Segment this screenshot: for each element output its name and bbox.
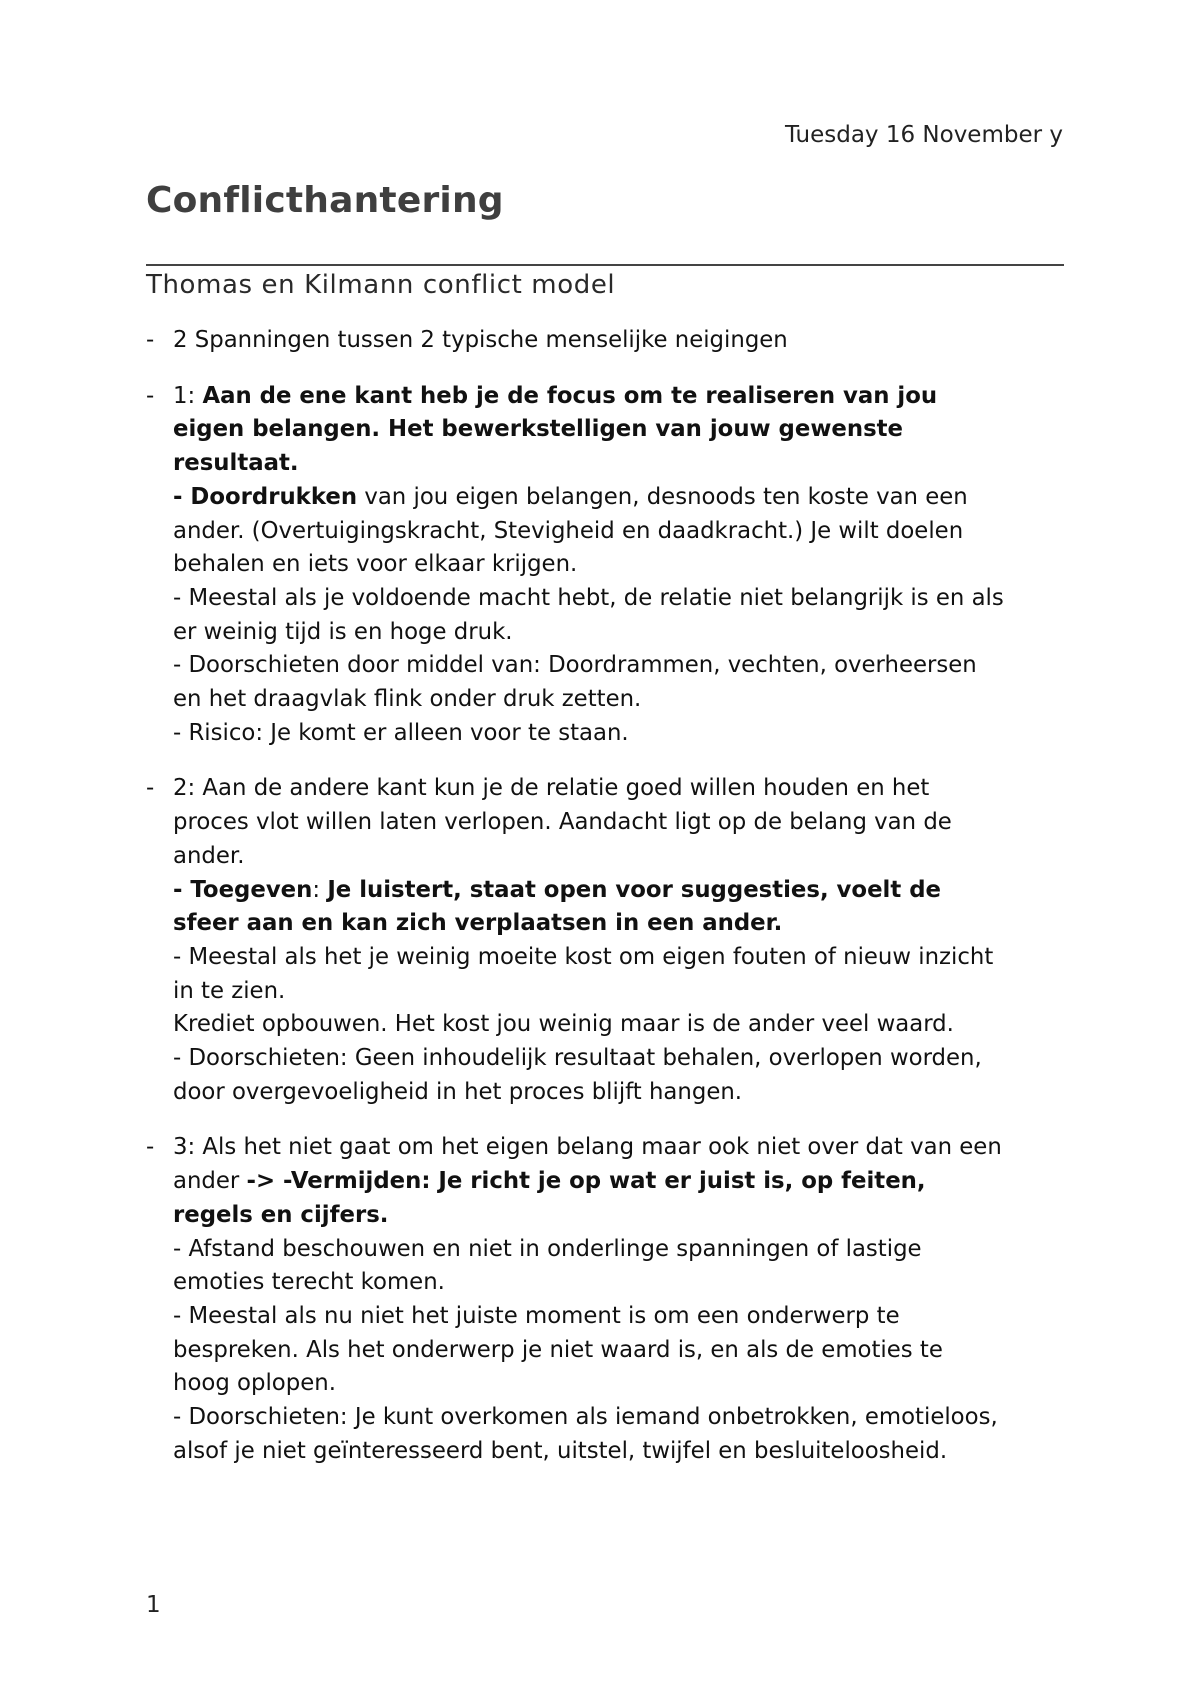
bullet-dash: - [146,775,155,802]
text-line: - Doorschieten: Je kunt overkomen als iemand onbetrokken, emotieloos, [173,1404,998,1431]
bold-text: regels en cijfers. [173,1201,389,1228]
plain-text: : [312,876,328,903]
text-line: bespreken. Als het onderwerp je niet waard is, en als de emoties te [173,1336,943,1363]
bullet-dash: - [146,1134,155,1161]
text-line: 2: Aan de andere kant kun je de relatie goed willen houden en het [173,775,930,802]
text-line [173,447,1068,481]
text-line [173,1165,1068,1199]
text-line [173,907,1068,941]
page-number: 1 [146,1592,161,1618]
text-line [173,1199,1068,1233]
list-item [146,1131,1068,1468]
text-line: - Meestal als je voldoende macht hebt, de relatie niet belangrijk is en als [173,584,1004,611]
bold-text: eigen belangen. Het bewerkstelligen van jouw gewenste [173,416,904,443]
text-line: ander. [173,842,245,869]
text-line [173,481,1068,515]
text-line: behalen en iets voor elkaar krijgen. [173,551,578,578]
text-line: en het draagvlak flink onder druk zetten. [173,686,642,713]
bold-text: - Toegeven [173,876,313,903]
bullet-dash: - [146,327,155,353]
text-line: hoog oplopen. [173,1370,336,1397]
bold-text: sfeer aan en kan zich verplaatsen in een ander. [173,910,783,937]
bold-text: Aan de ene kant heb je de focus om te realiseren van jou [202,382,938,409]
plain-text: van jou eigen belangen, desnoods ten koste van een [357,483,968,510]
title-divider [146,264,1064,266]
text-line: - Risico: Je komt er alleen voor te staan. [173,719,629,746]
section-heading: Thomas en Kilmann conflict model [146,270,616,300]
text-line: ander. (Overtuigingskracht, Stevigheid en daadkracht.) Je wilt doelen [173,517,964,544]
bold-text: - Doordrukken [173,483,358,510]
text-line: - Doorschieten door middel van: Doordrammen, vechten, overheersen [173,652,977,679]
document-title: Conflicthantering [146,180,504,221]
list-item [146,380,1068,751]
bullet-dash: - [146,382,155,409]
list-item [146,772,1068,1109]
bold-text: -> -Vermijden: Je richt je op wat er juist is, op feiten, [246,1168,926,1195]
text-line [173,413,1068,447]
text-line: - Afstand beschouwen en niet in onderlinge spanningen of lastige [173,1235,922,1262]
plain-text: ander [173,1168,247,1195]
text-line: proces vlot willen laten verlopen. Aandacht ligt op de belang van de [173,809,952,836]
text-line: alsof je niet geïnteresseerd bent, uitstel, twijfel en besluiteloosheid. [173,1437,948,1464]
bold-text: resultaat. [173,450,299,477]
text-line: door overgevoeligheid in het proces blijft hangen. [173,1078,743,1105]
text-line: er weinig tijd is en hoge druk. [173,618,513,645]
text-line: in te zien. [173,977,286,1004]
bullet-list [146,324,1068,1491]
header-date: Tuesday 16 November y [784,122,1063,148]
text-line: 2 Spanningen tussen 2 typische menselijke neigingen [173,327,788,353]
text-line: 3: Als het niet gaat om het eigen belang maar ook niet over dat van een [173,1134,1002,1161]
text-line: - Meestal als het je weinig moeite kost om eigen fouten of nieuw inzicht [173,943,994,970]
text-line: emoties terecht komen. [173,1269,445,1296]
bold-text: Je luistert, staat open voor suggesties, voelt de [327,876,941,903]
text-line [173,874,1068,908]
text-line [173,380,1068,414]
text-line: - Meestal als nu niet het juiste moment is om een onderwerp te [173,1302,900,1329]
text-line: Krediet opbouwen. Het kost jou weinig maar is de ander veel waard. [173,1011,954,1038]
text-line: - Doorschieten: Geen inhoudelijk resultaat behalen, overlopen worden, [173,1045,982,1072]
item-number: 1: [173,382,203,409]
list-item [146,324,1068,358]
